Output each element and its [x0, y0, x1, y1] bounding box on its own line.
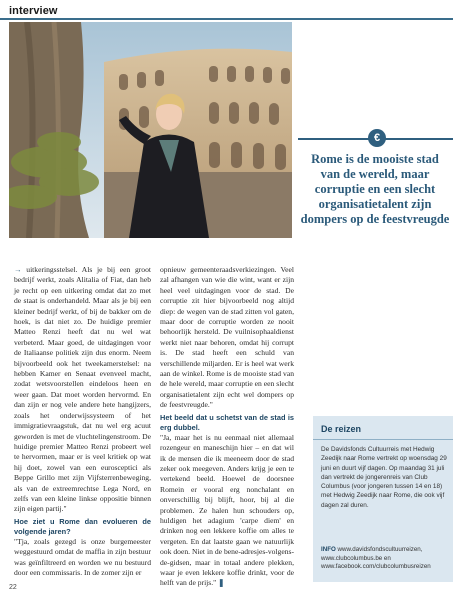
sidebar-info: [321, 546, 449, 572]
info-label: INFO: [321, 546, 336, 553]
sidebar-rule: [313, 439, 453, 440]
article-paragraph: opnieuw gemeenteraadsverkiezingen. Veel zal afhangen van wie die wint, want er zijn heel veel uitdagingen voor de stad. De corruptie zit hier bijvoorbeeld nog altijd diep: de wegen van de stad zitten vol gaten, maar door de corruptie worden ze nooit behoorlijk hersteld. De vuilnisophaaldienst werkt niet naar behoren, omdat hij corrupt is. De stad heeft een schuld van verschillende miljarden. Er is heel wat werk aan de winkel. Rome is de mooiste stad van de hele wereld, maar corruptie en een slecht organisatietalent zijn echt wel dompers op de feestvreugde.": [160, 265, 294, 410]
page-number: 22: [9, 584, 17, 591]
article-paragraph: [160, 433, 294, 589]
article-paragraph: "Tja, zoals gezegd is onze burgemeester weggestuurd omdat de maffia in zijn bestuur was geïnfiltreerd en worden we nu bestuurd door een commissaris. In de zomer zijn er: [14, 536, 151, 577]
euro-icon: €: [368, 129, 386, 147]
top-rule: [0, 18, 453, 20]
interview-question: Het beeld dat u schetst van de stad is erg dubbel.: [160, 412, 294, 432]
sidebar-title: De reizen: [321, 424, 362, 434]
pull-quote-box: [298, 128, 453, 230]
travel-info-sidebar: [313, 416, 453, 582]
info-link-clubcolumbus[interactable]: www.clubcolumbus.be en: [321, 554, 391, 562]
end-mark-icon: ❚: [218, 578, 225, 588]
colosseum-photo: [9, 22, 292, 238]
pull-quote-text: Rome is de mooiste stad van de wereld, maar corruptie en een slecht organisatietalent zijn dompers op de feestvreugde: [300, 152, 450, 226]
sidebar-text: De Davidsfonds Cultuurreis met Hedwig Zeedijk naar Rome vertrekt op woensdag 29 juni en duurt vijf dagen. Op maandag 31 juli dan vertrekt de jongerenreis van Club Columbus (voor jongeren tussen 14 en 18) met Hedwig Zeedijk naar Rome, die ook vijf dagen zal duren.: [321, 446, 447, 509]
continuation-arrow-icon: →: [14, 265, 27, 274]
paragraph-text: uitkeringsstelsel. Als je bij een groot bedrijf werkt, zoals Alitalia of Fiat, dan heb je recht op een uitkering omdat dat zo met de staat is onderhandeld. Maar als je bij een kleiner bedrijf werkt, of bij de bakker om de hoek, is dat niet zo. De huidige premier Matteo Renzi heeft dat nu wel wat verbeterd. Maar goed, de uitdagingen voor de Italiaanse politiek zijn dus enorm. Neem bijvoorbeeld ook het tweekamerstelsel: na hebben Kamer en Senaat evenveel macht, zodat wetsvoorstellen eindeloos heen en weer gaan. Dat moet worden hervormd. En dan zijn er nog vele andere hete hangijzers, zoals het onderwijssysteem of het immigratievraagstuk, dat nu wel erg acuut geworden is met de vluchtelingenstroom. De huidige premier Matteo Renzi probeert wel te hervormen, maar er is veel kritiek op wat hij doet, zowel van een eurosceptici als Beppe Grillo met zijn Vijfsterrenbeweging, als van de extreemrechtse Lega Nord, en zelfs van een kleine linkse oppositie binnen zijn eigen partij.": [14, 265, 152, 514]
colosseum-illustration: [9, 22, 292, 238]
paragraph-text: "Ja, maar het is nu eenmaal niet allemaal rozengeur en maneschijn hier – en dat wil ik de mensen die ik meeneem door de stad zeker ook meegeven. Anders krijg je een te vertekend beeld. Hoewel de doorsnee Romein er vooral erg nonchalant en onverschillig bij blijft, hoor, bij al die problemen. Ze halen hun schouders op, huldigen het adagium 'carpe diem' en drinken nog een lekkere koffie om alles te vergeten. En dat laatste gaan we natuurlijk ook doen. Niet in de bene-adresjes-volgens-de-gidsen, maar in totaal andere plekken, waar je even lekkere koffie drinkt, voor de helft van de prijs.": [160, 432, 294, 588]
section-label: interview: [9, 5, 58, 17]
info-link-cultuurreizen[interactable]: www.davidsfondscultuurreizen,: [337, 546, 423, 553]
article-column-2: [160, 265, 294, 589]
article-paragraph: [14, 265, 151, 515]
article-column-1: [14, 265, 151, 578]
info-link-facebook[interactable]: www.facebook.com/clubcolumbusreizen: [321, 563, 431, 571]
interview-question: Hoe ziet u Rome dan evolueren de volgende jaren?: [14, 516, 151, 536]
